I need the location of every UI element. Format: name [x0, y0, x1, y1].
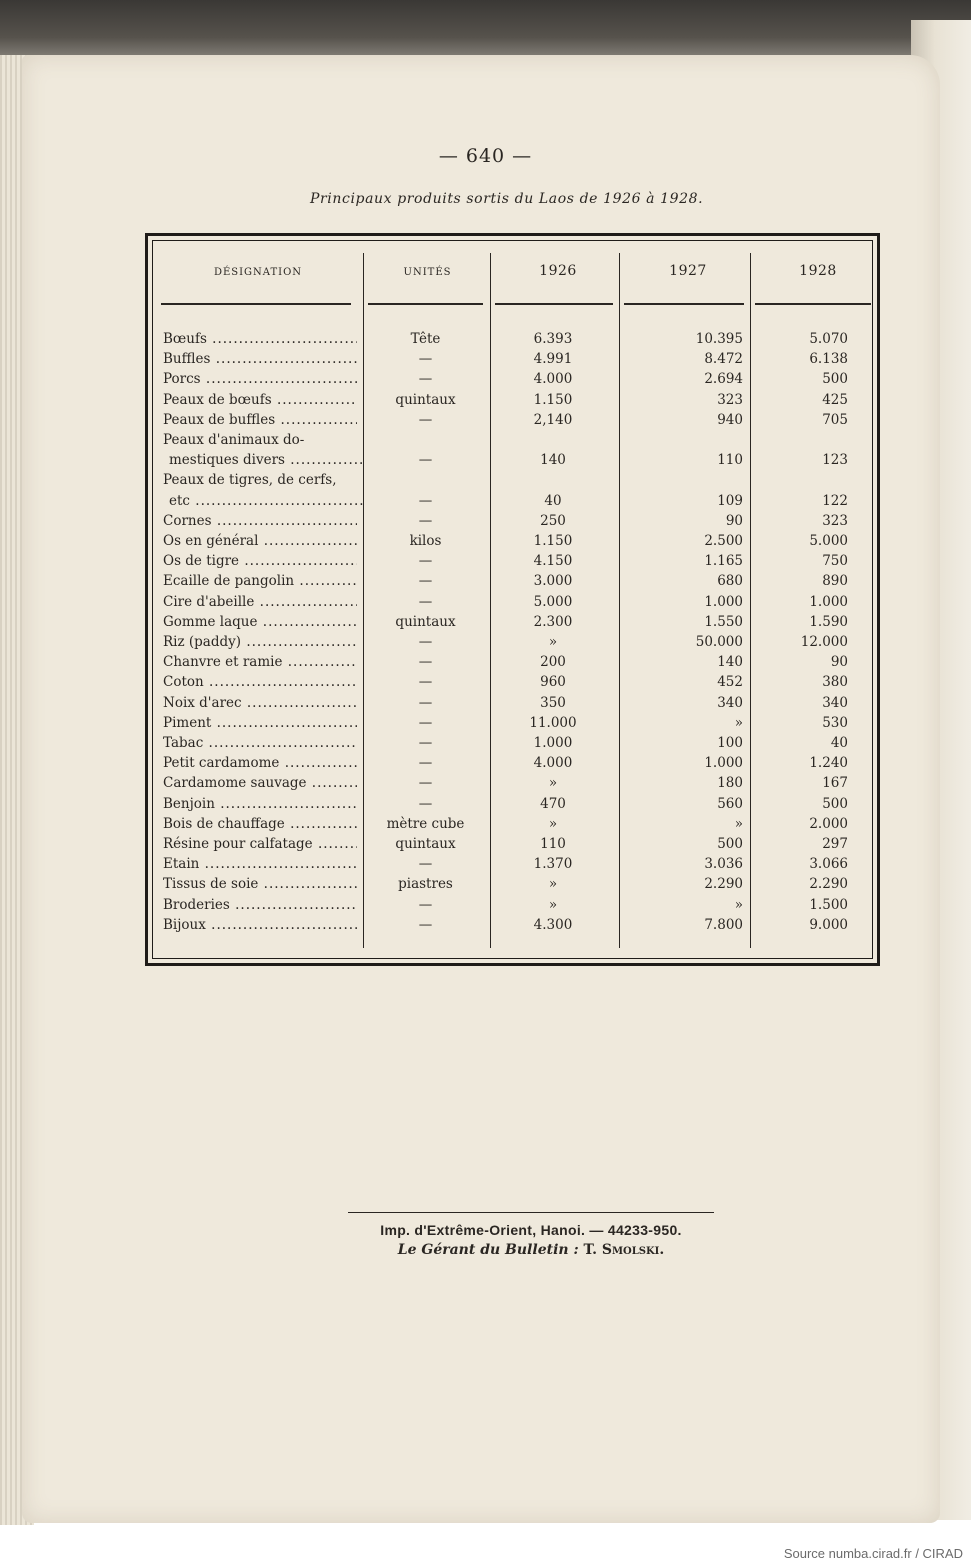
table-caption: Principaux produits sortis du Laos de 1926 à 1928. — [310, 191, 704, 207]
source-credit: Source numba.cirad.fr / CIRAD — [783, 1546, 963, 1561]
row-1927: 90 — [725, 512, 743, 529]
header-1928: 1928 — [799, 263, 837, 279]
row-unit: — — [418, 593, 433, 610]
page-number: — 640 — — [438, 145, 533, 167]
row-1927: 10.395 — [695, 331, 743, 347]
row-1928: 340 — [822, 694, 848, 711]
header-rule — [495, 303, 613, 305]
row-1927: » — [734, 815, 743, 832]
table-row — [153, 351, 872, 371]
header-designation: DÉSIGNATION — [213, 267, 303, 278]
header-1926: 1926 — [539, 263, 577, 279]
row-unit: — — [418, 492, 433, 509]
row-1926: 40 — [544, 492, 562, 509]
row-1926: 11.000 — [529, 714, 577, 731]
row-1928: 1.000 — [809, 593, 848, 610]
table-row — [153, 513, 872, 533]
row-1927: 680 — [717, 573, 743, 590]
row-unit: — — [418, 553, 433, 570]
row-1926: 140 — [540, 452, 566, 469]
row-unit: — — [418, 452, 433, 469]
row-unit: — — [418, 634, 433, 650]
row-1927: 180 — [717, 775, 743, 792]
row-designation: Peaux de bœufs ..... — [163, 392, 357, 408]
row-1928: 530 — [822, 714, 848, 731]
row-designation: Tabac ..... — [163, 735, 357, 751]
row-designation: Cornes ..... — [163, 513, 357, 529]
row-designation: Bijoux ..... — [163, 917, 357, 933]
table-row — [153, 472, 872, 509]
row-designation: Noix d'arec ..... — [163, 695, 357, 711]
table-row — [153, 856, 872, 876]
row-1926: 1.150 — [533, 533, 573, 549]
row-1927: 2.500 — [704, 533, 743, 549]
row-unit: mètre cube — [386, 815, 465, 832]
table-row — [153, 594, 872, 614]
gerant-line — [0, 1242, 971, 1258]
table-row — [153, 573, 872, 593]
row-1927: 1.165 — [704, 553, 743, 570]
row-designation: Os de tigre ..... — [163, 553, 357, 569]
row-1927: 100 — [717, 735, 743, 751]
row-designation: Tissus de soie ..... — [163, 876, 357, 892]
row-1928: 90 — [830, 654, 848, 671]
row-1927: 1.550 — [704, 613, 743, 630]
row-designation: Chanvre et ramie ..... — [163, 654, 357, 670]
row-1928: 297 — [822, 836, 848, 852]
row-1927: 1.000 — [704, 593, 743, 610]
row-designation: Porcs ..... — [163, 371, 357, 387]
table-row — [153, 836, 872, 856]
row-unit: — — [418, 512, 433, 529]
row-unit: — — [418, 775, 433, 792]
row-unit: kilos — [409, 533, 442, 549]
row-unit: piastres — [398, 876, 453, 893]
row-1928: 40 — [830, 735, 848, 751]
row-1927: 340 — [717, 694, 743, 711]
row-unit: — — [418, 411, 433, 428]
gerant-name: T. Smolski. — [583, 1242, 665, 1258]
row-1928: 122 — [822, 492, 848, 509]
row-1928: 167 — [822, 775, 848, 792]
row-1926: 110 — [540, 836, 566, 852]
table-row — [153, 735, 872, 755]
row-1927: 452 — [717, 674, 743, 691]
row-unit: quintaux — [395, 836, 456, 852]
row-unit: — — [418, 755, 433, 772]
header-rule — [368, 303, 483, 305]
row-1926: 5.000 — [533, 593, 573, 610]
table-row — [153, 917, 872, 937]
row-1928: 1.240 — [809, 755, 848, 772]
row-1926: 250 — [540, 512, 566, 529]
row-unit: — — [418, 654, 433, 671]
row-1928: 750 — [822, 553, 848, 570]
row-1928: 2.000 — [809, 815, 848, 832]
scan-background-top — [0, 0, 971, 62]
row-unit: — — [418, 896, 433, 913]
row-1926: 1.150 — [533, 391, 573, 408]
row-1928: 323 — [822, 512, 848, 529]
header-rule — [624, 303, 744, 305]
row-1926: 3.000 — [533, 573, 573, 590]
footer-rule — [348, 1212, 714, 1213]
row-1927: 3.036 — [704, 856, 743, 873]
row-1927: 7.800 — [704, 916, 743, 933]
row-unit: — — [418, 856, 433, 873]
table-row — [153, 533, 872, 553]
row-1926: 350 — [540, 694, 566, 711]
row-1926: 200 — [540, 654, 566, 671]
row-designation: Cardamome sauvage ..... — [163, 775, 357, 791]
row-1928: 12.000 — [800, 634, 848, 650]
row-1926: 1.370 — [533, 856, 573, 873]
table-row — [153, 634, 872, 654]
row-designation: Peaux d'animaux do- — [163, 432, 305, 448]
row-1926: » — [548, 634, 558, 650]
row-1927: 560 — [717, 795, 743, 812]
row-designation: Bœufs ..... — [163, 331, 357, 347]
row-1928: 9.000 — [809, 916, 848, 933]
row-designation: Benjoin ..... — [163, 796, 357, 812]
row-1926: 4.300 — [533, 916, 573, 933]
table-row — [153, 331, 872, 351]
row-1926: 4.000 — [533, 371, 573, 388]
data-table — [145, 233, 880, 966]
row-unit: — — [418, 694, 433, 711]
imprint-line: Imp. d'Extrême-Orient, Hanoi. — 44233-950. — [380, 1222, 682, 1238]
row-1927: » — [734, 714, 743, 731]
row-1926: 4.991 — [533, 351, 573, 368]
row-designation-cont: mestiques divers ..... — [163, 452, 363, 468]
table-row — [153, 614, 872, 634]
row-designation: Broderies ..... — [163, 897, 357, 913]
row-unit: — — [418, 714, 433, 731]
row-designation: Gomme laque ..... — [163, 614, 357, 630]
row-1928: 3.066 — [809, 856, 848, 873]
row-1926: » — [548, 815, 558, 832]
row-1928: 6.138 — [809, 351, 848, 368]
row-1927: 110 — [717, 452, 743, 469]
row-designation: Bois de chauffage ..... — [163, 816, 357, 832]
table-row — [153, 695, 872, 715]
row-1927: 1.000 — [704, 755, 743, 772]
table-row — [153, 371, 872, 391]
row-designation-cont: etc ..... — [163, 493, 363, 509]
row-1927: 8.472 — [704, 351, 743, 368]
row-unit: — — [418, 916, 433, 933]
row-designation: Peaux de buffles ..... — [163, 412, 357, 428]
row-1928: 425 — [822, 391, 848, 408]
header-unites: UNITÉS — [403, 267, 452, 278]
table-row — [153, 796, 872, 816]
row-1926: 1.000 — [533, 735, 573, 751]
row-1926: 4.000 — [533, 755, 573, 772]
row-unit: — — [418, 573, 433, 590]
row-designation: Ecaille de pangolin ..... — [163, 573, 357, 589]
row-designation: Petit cardamome ..... — [163, 755, 357, 771]
row-1928: 500 — [822, 371, 848, 388]
table-row — [153, 553, 872, 573]
row-designation: Riz (paddy) ..... — [163, 634, 357, 650]
row-designation: Os en général ..... — [163, 533, 357, 549]
row-1927: 940 — [717, 411, 743, 428]
row-designation: Etain ..... — [163, 856, 357, 872]
row-1928: 2.290 — [809, 876, 848, 893]
row-unit: — — [418, 351, 433, 368]
row-1926: 470 — [540, 795, 566, 812]
table-row — [153, 392, 872, 412]
row-1927: 50.000 — [695, 634, 743, 650]
row-designation: Coton ..... — [163, 674, 357, 690]
table-row — [153, 775, 872, 795]
row-unit: quintaux — [395, 391, 456, 408]
header-rule — [755, 303, 871, 305]
gerant-label: Le Gérant du Bulletin : — [397, 1242, 579, 1258]
row-1926: » — [548, 896, 558, 913]
row-1927: » — [734, 896, 743, 913]
table-row — [153, 897, 872, 917]
row-1928: 123 — [822, 452, 848, 469]
row-unit: — — [418, 795, 433, 812]
table-row — [153, 674, 872, 694]
row-1927: 323 — [717, 391, 743, 408]
header-1927: 1927 — [669, 263, 707, 279]
row-unit: — — [418, 735, 433, 751]
table-row — [153, 715, 872, 735]
row-unit: quintaux — [395, 613, 456, 630]
row-designation: Cire d'abeille ..... — [163, 594, 357, 610]
row-1928: 5.070 — [809, 331, 848, 347]
row-1927: 2.694 — [704, 371, 743, 388]
row-1928: 1.590 — [809, 613, 848, 630]
table-row — [153, 876, 872, 896]
row-designation: Buffles ..... — [163, 351, 357, 367]
row-1927: 500 — [717, 836, 743, 852]
table-row — [153, 654, 872, 674]
table-inner-border — [152, 240, 873, 959]
row-1926: 6.393 — [533, 331, 573, 347]
row-designation: Peaux de tigres, de cerfs, — [163, 472, 337, 489]
row-1926: 2,140 — [533, 411, 573, 428]
row-designation: Piment ..... — [163, 715, 357, 731]
row-designation: Résine pour calfatage ..... — [163, 836, 357, 852]
row-1927: 2.290 — [704, 876, 743, 893]
header-rule — [161, 303, 351, 305]
row-1926: 4.150 — [533, 553, 573, 570]
row-unit: — — [418, 371, 433, 388]
row-unit: — — [418, 674, 433, 691]
row-1928: 705 — [822, 411, 848, 428]
table-row — [153, 412, 872, 432]
table-row — [153, 755, 872, 775]
row-1928: 1.500 — [809, 896, 848, 913]
row-1928: 890 — [822, 573, 848, 590]
row-1926: » — [548, 775, 558, 792]
row-1928: 380 — [822, 674, 848, 691]
row-1927: 109 — [717, 492, 743, 509]
row-1927: 140 — [717, 654, 743, 671]
table-row — [153, 432, 872, 469]
row-1928: 5.000 — [809, 533, 848, 549]
table-row — [153, 816, 872, 836]
row-1926: 2.300 — [533, 613, 573, 630]
row-1926: » — [548, 876, 558, 893]
row-1926: 960 — [540, 674, 566, 691]
row-1928: 500 — [822, 795, 848, 812]
row-unit: Tête — [410, 331, 441, 347]
